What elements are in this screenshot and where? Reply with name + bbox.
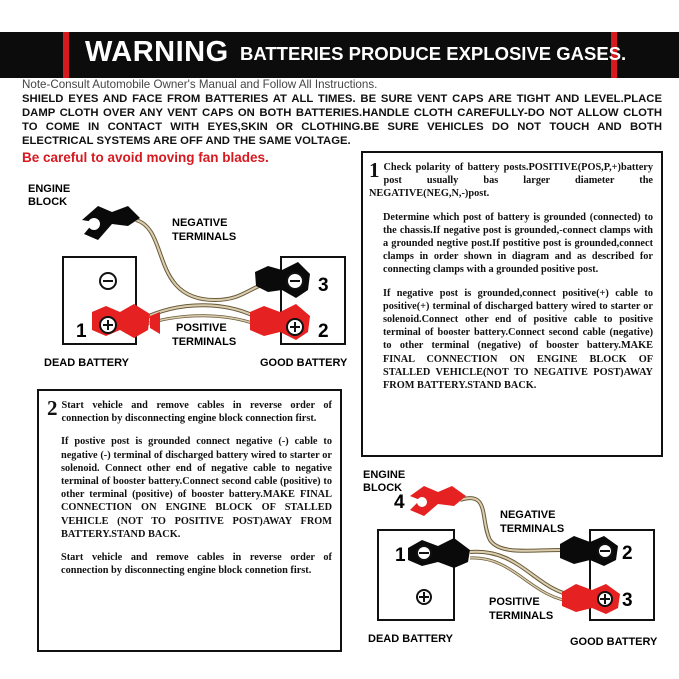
dead-battery-label-2: DEAD BATTERY bbox=[368, 633, 453, 645]
good-battery-label-2: GOOD BATTERY bbox=[570, 636, 658, 648]
step-1-paragraph-3: If negative post is grounded,connect positive(+) cable to positive(+) terminal of discharged battery wired to starter or solenoid.Connect other end of positive cable to positive terminal of booster battery.Connect second cable (negative) to other terminal (negative) of booster battery.MAKE FINAL CONNECTION ON ENGINE BLOCK OF STALLED VEHICLE(NOT TO NEGATIVE POST)AWAY FROM BATTERY.STAND BACK. bbox=[383, 287, 653, 392]
positive-terminals-label-1b: TERMINALS bbox=[172, 336, 237, 348]
negative-terminals-label-1a: NEGATIVE bbox=[172, 217, 228, 229]
connection-num-2-3: 3 bbox=[622, 590, 633, 611]
step-1-number: 1 bbox=[369, 158, 380, 182]
fan-warning: Be careful to avoid moving fan blades. bbox=[22, 150, 269, 165]
negative-terminals-label-2a: NEGATIVE bbox=[500, 509, 556, 521]
engine-block-clamp-black-1 bbox=[82, 206, 140, 240]
step-2-paragraph-3: Start vehicle and remove cables in reverse order of connection by disconnecting engine block connetion first. bbox=[61, 552, 332, 577]
engine-block-label-1b: BLOCK bbox=[28, 196, 68, 208]
step-2-number: 2 bbox=[47, 396, 58, 420]
step-2-paragraph-1: Start vehicle and remove cables in reverse order of connection by disconnecting engine block connection first. bbox=[61, 400, 332, 425]
step-2-paragraph-2: If postive post is grounded connect negative (-) cable to negative (-) terminal of discharged battery wired to starter or solenoid. Connect other end of negative cable to negative terminal of booster battery.Connect second cable (positive) to other terminal (positive) of booster battery.MAKE FINAL CONNECTION ON ENGINE BLOCK OF STALLED VEHICLE (NOT TO POSITIVE POST)AWAY FROM BATTERY.STAND BACK. bbox=[61, 436, 332, 540]
connection-num-2-4: 4 bbox=[394, 492, 405, 513]
step-1-paragraph-2: Determine which post of battery is grounded (connected) to the chassis.If negative post is grounded,-connect clamps with a grounded negtive post.If postitive post is grounded,connect clamps in order shown in diagram and as described for connecting clamps with a grounded positive post. bbox=[383, 211, 653, 276]
warning-subtitle: BATTERIES PRODUCE EXPLOSIVE GASES. bbox=[240, 43, 627, 64]
step-2-box bbox=[37, 389, 342, 652]
engine-block-label-2b: BLOCK bbox=[363, 482, 403, 494]
step-1-paragraph-1: Check polarity of battery posts.POSITIVE(POS,P,+)battery post usually bas larger diameter the NEGATIVE(NEG,N,-)post. bbox=[369, 162, 653, 200]
note-line: Note-Consult Automobile Owner's Manual and Follow All Instructions. bbox=[22, 78, 378, 91]
positive-terminals-label-2a: POSITIVE bbox=[489, 596, 540, 608]
connection-num-2-1: 1 bbox=[395, 545, 406, 566]
warning-title: WARNING bbox=[85, 36, 229, 68]
good-battery-label-1: GOOD BATTERY bbox=[260, 357, 348, 369]
connection-num-3: 3 bbox=[318, 275, 329, 296]
engine-block-label-2a: ENGINE bbox=[363, 469, 406, 481]
connection-num-2-2: 2 bbox=[622, 543, 633, 564]
connection-num-2: 2 bbox=[318, 321, 329, 342]
engine-block-label-1a: ENGINE bbox=[28, 183, 71, 195]
negative-terminals-label-2b: TERMINALS bbox=[500, 523, 565, 535]
step-1-box bbox=[361, 151, 663, 457]
connection-num-1: 1 bbox=[76, 321, 87, 342]
negative-terminals-label-1b: TERMINALS bbox=[172, 231, 237, 243]
engine-block-clamp-red-2 bbox=[410, 486, 466, 516]
safety-instructions: SHIELD EYES AND FACE FROM BATTERIES AT ALL TIMES. BE SURE VENT CAPS ARE TIGHT AND LEVEL.PLACE DAMP CLOTH OVER ANY VENT CAPS ON BOTH BATTERIES.HANDLE CLOTH CAREFULLY-DO NOT ALLOW CLOTH TO COME IN CONTACT WITH EYES,SKIN OR CLOTHING.BE SURE VEHICLES DO NOT TOUCH AND BOTH ELECTRICAL SYSTEMS ARE OFF AND THE SAME VOLTAGE. bbox=[22, 93, 662, 147]
dead-battery-label-1: DEAD BATTERY bbox=[44, 357, 129, 369]
positive-terminals-label-1a: POSITIVE bbox=[176, 322, 227, 334]
positive-terminals-label-2b: TERMINALS bbox=[489, 610, 554, 622]
